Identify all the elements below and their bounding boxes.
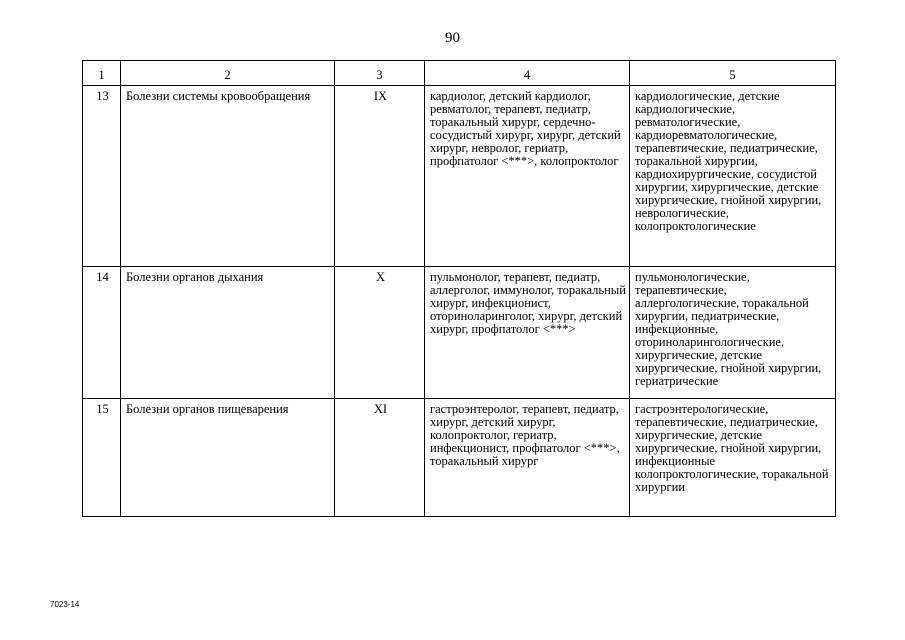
page-number: 90 bbox=[445, 30, 460, 46]
column-header: 2 bbox=[121, 61, 335, 86]
column-header: 1 bbox=[83, 61, 121, 86]
document-code: 7023-14 bbox=[50, 600, 80, 609]
row-number: 13 bbox=[83, 86, 121, 267]
row-number: 14 bbox=[83, 267, 121, 399]
column-header: 3 bbox=[335, 61, 425, 86]
departments-list: кардиологические, детские кардиологические, ревматологические, кардиоревматологические, терапевтические, педиатрические, торакальной хирургии, кардиохирургические, сосудистой хирургии, хирургические, детские хирургические, гнойной хирургии, неврологические, колопроктологические bbox=[630, 86, 836, 267]
table-row bbox=[83, 86, 836, 267]
table-row bbox=[83, 267, 836, 399]
medical-profile-table bbox=[82, 60, 836, 517]
specialists-list: пульмонолог, терапевт, педиатр, аллерголог, иммунолог, торакальный хирург, инфекционист, оториноларинголог, хирург, детский хирург, профпатолог <***> bbox=[425, 267, 630, 399]
table-row bbox=[83, 399, 836, 517]
icd-class: IX bbox=[335, 86, 425, 267]
table-header-row bbox=[83, 61, 836, 86]
icd-class: X bbox=[335, 267, 425, 399]
departments-list: пульмонологические, терапевтические, аллергологические, торакальной хирургии, педиатрические, инфекционные, оториноларингологические, хирургические, детские хирургические, гнойной хирургии, гериатрические bbox=[630, 267, 836, 399]
departments-list: гастроэнтерологические, терапевтические, педиатрические, хирургические, детские хирургические, гнойной хирургии, инфекционные колопроктологические, торакальной хирургии bbox=[630, 399, 836, 517]
disease-group: Болезни системы кровообращения bbox=[121, 86, 335, 267]
column-header: 4 bbox=[425, 61, 630, 86]
column-header: 5 bbox=[630, 61, 836, 86]
specialists-list: кардиолог, детский кардиолог, ревматолог, терапевт, педиатр, торакальный хирург, сердечно-сосудистый хирург, хирург, детский хирург, невролог, гериатр, профпатолог <***>, колопроктолог bbox=[425, 86, 630, 267]
disease-group: Болезни органов пищеварения bbox=[121, 399, 335, 517]
icd-class: XI bbox=[335, 399, 425, 517]
specialists-list: гастроэнтеролог, терапевт, педиатр, хирург, детский хирург, колопроктолог, гериатр, инфекционист, профпатолог <***>, торакальный хирург bbox=[425, 399, 630, 517]
row-number: 15 bbox=[83, 399, 121, 517]
disease-group: Болезни органов дыхания bbox=[121, 267, 335, 399]
